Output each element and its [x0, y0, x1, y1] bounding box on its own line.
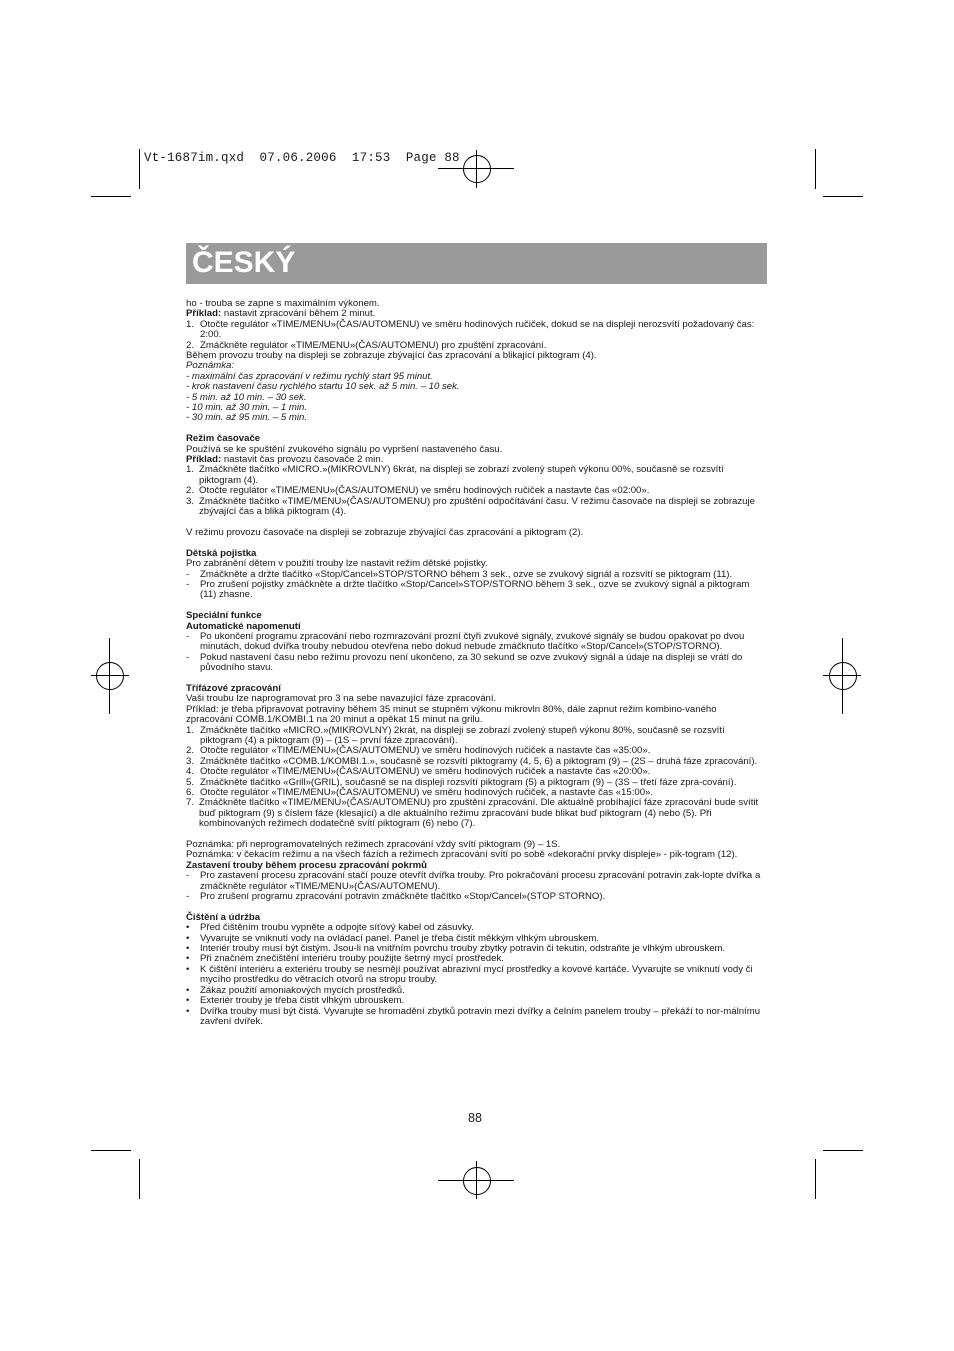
paragraph: Poznámka: při neprogramovatelných režimech zpracování vždy svítí piktogram (9) – 1S. — [186, 839, 561, 851]
list-marker: • — [186, 963, 190, 975]
list-item-text: Zmáčkněte tlačítko «COMB.1/KOMBI.1.», současně se rozsvítí piktogramy (4, 5, 6) a piktogram (9) – (2S – druhá fáze zpracování). — [200, 755, 758, 767]
list-item — [186, 871, 766, 892]
list-item — [186, 580, 766, 601]
list-marker: 4. — [186, 766, 195, 778]
page-title: ČESKÝ — [192, 246, 296, 279]
crop-mark — [823, 196, 863, 197]
list-item-text: Otočte regulátor «TIME/MENU»(ČAS/AUTOMENU) ve směru hodinových ručiček, a nastavte čas «15:00». — [200, 787, 654, 799]
list-item-text: Zmáčkněte tlačítko «TIME/MENU»(ČAS/AUTOMENU) pro zpuštění zpracování. Dle aktuálně probíhající fáze zpracování bude svítit buď piktogram (9) s číslem fáze (klesající) a dle aktuálního režimu zpracování bude blikat buď piktogram (4) nebo (5). Při kombinovaných režimech dodatečně svítí piktogram (6) nebo (7). — [199, 797, 759, 830]
list-item-text: Pro zastavení procesu zpracování stačí pouze otevřít dvířka trouby. Pro pokračování procesu zpracování potravin zak-lopte dvířka a zmáčkněte regulátor «TIME/MENU»(ČAS/AUTOMENU). — [200, 870, 761, 892]
list-marker: - — [186, 891, 190, 903]
section-heading: Zastavení trouby během procesu zpracování pokrmů — [186, 859, 427, 871]
list-marker: • — [186, 953, 190, 965]
note-line: - 10 min. až 30 min. – 1 min. — [186, 402, 308, 414]
note-line: - 5 min. až 10 min. – 30 sek. — [186, 391, 307, 403]
list-marker: • — [186, 984, 190, 996]
note-line: - 30 min. až 95 min. – 5 min. — [186, 412, 308, 424]
section-heading: Automatické napomenutí — [186, 620, 301, 632]
paragraph: V režimu provozu časovače na displeji se zobrazuje zbývající čas zpracování a piktogram (2). — [186, 526, 584, 538]
list-item-text: Při značném znečištění interiéru trouby použijte šetrný mycí prostředek. — [200, 953, 504, 965]
list-item-text: Zmáčkněte tlačítko «MICRO.»(MIKROVLNY) 6krát, na displeji se zobrazí zvolený stupeň výkonu 00%, současně se rozsvítí piktogram (4). — [199, 464, 724, 486]
list-marker: 1. — [186, 318, 195, 330]
section-heading: Speciální funkce — [186, 610, 262, 622]
list-item-text: Zmáčkněte tlačítko «TIME/MENU»(ČAS/AUTOMENU) pro zpuštění odpočítávání času. V režimu časovače na displeji se zobrazuje zbývající čas a bliká piktogram (4). — [199, 495, 755, 518]
list-item-text: Zmáčkněte a držte tlačítko «Stop/Cancel»STOP/STORNO během 3 sek., ozve se zvukový signál a rozsvítí se piktogram (11). — [200, 568, 733, 580]
crop-mark — [139, 1159, 140, 1199]
paragraph: Pro zabránění dětem v použití trouby lze nastavit režim dětské pojistky. — [186, 558, 488, 570]
list-marker: • — [186, 922, 190, 934]
paragraph: Poznámka: v čekacím režimu a na všech fázích a režimech zpracování svítí po sobě «dekorační prvky displeje» - pik-togram (12). — [186, 849, 738, 861]
list-item-text: Pro zrušení programu zpracování potravin zmáčkněte tlačítko «Stop/Cancel»(STOP STORNO). — [200, 891, 606, 903]
paragraph: Příklad: nastavit zpracování během 2 minut. — [186, 308, 376, 320]
list-item-text: Zákaz použití amoniakových mycích prostředků. — [200, 984, 405, 996]
crop-mark — [91, 1150, 131, 1151]
list-item-text: Dvířka trouby musí být čistá. Vyvarujte se hromadění zbytků potravin mezi dvířky a čelním panelem trouby – překáží to nor-málnímu zavření dvířek. — [200, 1005, 761, 1027]
list-marker: 2. — [186, 339, 195, 351]
section-heading: Režim časovače — [186, 433, 261, 445]
list-marker: • — [186, 1005, 190, 1017]
paragraph: Používá se ke spuštění zvukového signálu po vypršení nastaveného času. — [186, 443, 503, 455]
list-item — [186, 726, 766, 747]
list-item — [186, 798, 766, 829]
list-marker: - — [186, 651, 190, 663]
label-bold: Příklad: — [186, 308, 222, 320]
crop-mark — [815, 149, 816, 189]
list-marker: 2. — [186, 485, 195, 497]
list-marker: • — [186, 943, 190, 955]
list-item-text: Po ukončení programu zpracování nebo rozmrazování prozní čtyři zvukové signály, zvukové signály se budou opakovat po dvou minutách, dokud dvířka trouby nebudou otevřena nebo dokud nebude zmáčknuto tlačítko «Stop/Cancel»(STOP/STORNO). — [200, 630, 745, 653]
paragraph: ho - trouba se zapne s maximálním výkonem. — [186, 298, 380, 309]
list-marker: 3. — [186, 495, 195, 507]
crop-mark — [815, 1159, 816, 1199]
spacer — [186, 902, 766, 912]
note-line: - maximální čas zpracování v režimu rychlý start 95 minut. — [186, 370, 433, 382]
list-marker: - — [186, 870, 190, 882]
list-marker: 1. — [186, 464, 195, 476]
section-heading: Dětská pojistka — [186, 547, 257, 559]
list-marker: • — [186, 995, 190, 1007]
list-item — [186, 892, 766, 902]
list-item-text: Otočte regulátor «TIME/MENU»(ČAS/AUTOMENU) ve směru hodinových ručiček a nastavte čas «35:00». — [200, 745, 651, 757]
list-item-text: Zmáčkněte tlačítko «MICRO.»(MIKROVLNY) 2krát, na displeji se zobrazí zvolený stupeň výkonu 80%, současně se rozsvítí piktogram (4) a piktogram (9) – (1S – první fáze zpracování). — [200, 724, 725, 746]
document-body — [186, 299, 766, 1027]
list-marker: 6. — [186, 787, 195, 799]
paragraph: Příklad: nastavit čas provozu časovače 2 min. — [186, 454, 384, 466]
list-item-text: Zmáčkněte regulátor «TIME/MENU»(ČAS/AUTOMENU) pro zpuštění zpracování. — [200, 339, 547, 351]
list-item — [186, 965, 766, 986]
list-item — [186, 632, 766, 653]
list-item-text: Otočte regulátor «TIME/MENU»(ČAS/AUTOMENU) ve směru hodinových ručiček a nastavte čas «02:00». — [199, 485, 650, 497]
list-item-text: Vyvarujte se vniknutí vody na ovládací panel. Panel je třeba čistit měkkým vlhkým ubrouskem. — [200, 932, 600, 944]
label-bold: Příklad: — [186, 454, 222, 466]
list-marker: 7. — [186, 797, 195, 809]
list-item-text: Zmáčkněte tlačítko «Grill»(GRIL), současně se na displeji rozsvítí piktogram (5) a piktogram (9) – (3S – třetí fáze zpra-cování). — [200, 776, 737, 788]
list-marker: - — [186, 568, 190, 580]
list-item — [186, 320, 766, 341]
list-marker: 5. — [186, 776, 195, 788]
crop-mark — [139, 149, 140, 189]
list-item-text: Před čištěním troubu vypněte a odpojte síťový kabel od zásuvky. — [200, 922, 474, 934]
list-item-text: Otočte regulátor «TIME/MENU»(ČAS/AUTOMENU) ve směru hodinových ručiček, dokud se na displeji nerozsvítí požadovaný čas: 2:00. — [200, 318, 755, 341]
list-marker: - — [186, 578, 190, 590]
list-item — [186, 497, 766, 518]
list-item-text: Exteriér trouby je třeba čistit vlhkým ubrouskem. — [200, 995, 405, 1007]
list-item — [186, 465, 766, 486]
list-item — [186, 653, 766, 674]
paragraph: Příklad: je třeba připravovat potraviny během 35 minut se stupněm výkonu mikrovln 80%, dále zapnut režim kombino-vaného zpracování COMB.1/KOMBI.1 na 20 minut a opěkat 15 minut na grilu. — [186, 703, 717, 726]
spacer — [186, 424, 766, 434]
list-item-text: K čištění interiéru a exteriéru trouby se nesmějí používat abrazivní mycí prostředky a kovové kartáče. Vyvarujte se vniknutí vody či mycího prostředku do větracích otvorů na stropu trouby. — [200, 963, 753, 986]
section-heading: Čištění a údržba — [186, 911, 261, 923]
list-marker: 3. — [186, 755, 195, 767]
note-line: Poznámka: — [186, 360, 234, 372]
paragraph: Vaši troubu lze naprogramovat pro 3 na sebe navazující fáze zpracování. — [186, 693, 497, 705]
list-marker: 2. — [186, 745, 195, 757]
list-marker: - — [186, 630, 190, 642]
spacer — [186, 601, 766, 611]
list-marker: 1. — [186, 724, 195, 736]
spacer — [186, 538, 766, 548]
list-item-text: Pokud nastavení času nebo režimu provozu není ukončeno, za 30 sekund se ozve zvukový signál a údaje na displeji se vrátí do původního stavu. — [200, 651, 743, 674]
crop-mark — [823, 1150, 863, 1151]
note-line: - krok nastavení času rychlého startu 10 sek. až 5 min. – 10 sek. — [186, 381, 460, 393]
list-item-text: Interiér trouby musí být čistým. Jsou-li na vnitřním povrchu trouby zbytky potravin či tekutin, odstraňte je vlhkým ubrouskem. — [200, 943, 726, 955]
list-item-text: Otočte regulátor «TIME/MENU»(ČAS/AUTOMENU) ve směru hodinových ručiček a nastavte čas «20:00». — [200, 766, 651, 778]
section-heading: Třífázové zpracování — [186, 682, 281, 694]
crop-mark — [91, 196, 131, 197]
print-slug: Vt-1687im.qxd 07.06.2006 17:53 Page 88 — [144, 151, 460, 165]
page-number: 88 — [468, 1111, 482, 1125]
section-banner — [186, 243, 767, 284]
paragraph: Během provozu trouby na displeji se zobrazuje zbývající čas zpracování a blikající piktogram (4). — [186, 350, 597, 362]
list-marker: • — [186, 932, 190, 944]
list-item — [186, 1007, 766, 1028]
list-item — [186, 341, 766, 351]
list-item-text: Pro zrušení pojistky zmáčkněte a držte tlačítko «Stop/Cancel»STOP/STORNO během 3 sek., ozve se zvukový signál a piktogram (11) zhasne. — [200, 578, 750, 601]
